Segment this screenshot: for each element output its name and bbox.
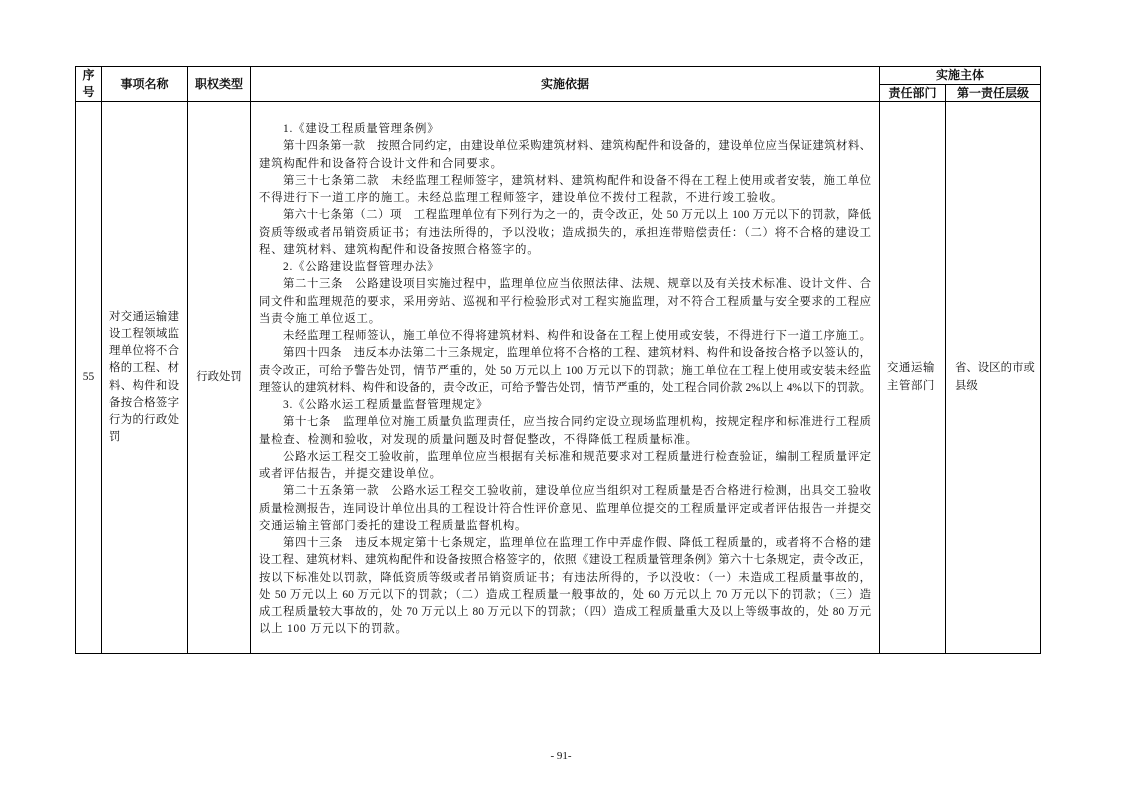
basis-line: 量检查、检测和验收，对发现的质量问题及时督促整改，不得降低工程质量标准。 (259, 433, 698, 446)
basis-line: 第二十三条 公路建设项目实施过程中，监理单位应当依照法律、法规、规章以及有关技术标准、设计文件、合 (283, 278, 871, 291)
basis-line: 成工程质量较大事故的，处 70 万元以上 80 万元以下的罚款；（四）造成工程质量重大及以上等级事故的，处 80 万元 (259, 606, 871, 618)
basis-line: 第十四条第一款 按照合同约定，由建设单位采购建筑材料、建筑构配件和设备的，建设单位应当保证建筑材料、 (283, 140, 871, 153)
basis-line: 或者评估报告，并提交建设单位。 (259, 468, 442, 480)
basis-paragraph (259, 328, 871, 345)
implementation-table (75, 66, 1041, 654)
basis-heading: 1.《建设工程质量管理条例》 (283, 123, 440, 135)
basis-paragraph (259, 414, 871, 449)
header-basis: 实施依据 (251, 67, 880, 102)
basis-line: 建筑构配件和设备符合设计文件和合同要求。 (259, 157, 503, 170)
basis-line: 第十七条 监理单位对施工质量负监理责任，应当按合同约定设立现场监理机构，按规定程序和标准进行工程质 (283, 416, 871, 429)
header-power-type: 职权类型 (188, 67, 251, 102)
header-subject: 实施主体 (880, 67, 1041, 85)
basis-line: 程、建筑材料、建筑构配件和设备按照合格签字的。 (259, 243, 540, 256)
basis-line: 当责令施工单位返工。 (259, 312, 381, 325)
basis-paragraph (259, 449, 871, 484)
basis-line: 第六十七条第（二）项 工程监理单位有下列行为之一的，责令改正，处 50 万元以上 100 万元以下的罚款，降低 (283, 209, 871, 222)
header-responsible-dept: 责任部门 (880, 84, 946, 102)
cell-index: 55 (76, 102, 102, 654)
basis-paragraph (259, 121, 871, 138)
basis-paragraph (259, 397, 871, 414)
basis-heading: 3.《公路水运工程质量监督管理规定》 (283, 399, 489, 411)
basis-line: 处 50 万元以上 60 万元以下的罚款；（二）造成工程质量一般事故的，处 60 万元以上 70 万元以下的罚款；（三）造 (259, 588, 871, 601)
basis-line: 设工程、建筑材料、建筑构配件和设备按照合格签字的，依照《建设工程质量管理条例》第六十七条规定，责令改正， (259, 554, 871, 567)
cell-basis (251, 102, 880, 654)
basis-line: 质量检测报告，连同设计单位出具的工程设计符合性评价意见、监理单位提交的工程质量评定或者评估报告一并提交 (259, 502, 871, 515)
header-index (76, 67, 102, 102)
basis-paragraph (259, 207, 871, 259)
basis-paragraph (259, 483, 871, 535)
basis-line: 不得进行下一道工序的施工。未经总监理工程师签字，建设单位不拨付工程款，不进行竣工验收。 (259, 192, 784, 204)
header-first-level: 第一责任层级 (946, 84, 1041, 102)
cell-power-type: 行政处罚 (188, 102, 251, 654)
basis-line: 按以下标准处以罚款，降低资质等级或者吊销资质证书；有违法所得的，予以没收：（一）未造成工程质量事故的， (259, 571, 871, 584)
basis-line: 第三十七条第二款 未经监理工程师签字，建筑材料、建筑构配件和设备不得在工程上使用或者安装，施工单位 (283, 174, 871, 187)
cell-responsible-dept: 交通运输主管部门 (880, 102, 946, 654)
basis-line: 同文件和监理规范的要求，采用旁站、巡视和平行检验形式对工程实施监理，对不符合工程质量与安全要求的工程应 (259, 295, 871, 308)
table-row (76, 102, 1041, 654)
basis-line: 以上 100 万元以下的罚款。 (259, 623, 408, 636)
basis-line: 责令改正，可给予警告处罚，情节严重的，处 50 万元以上 100 万元以下的罚款；施工单位在工程上使用或安装未经监 (259, 364, 871, 377)
basis-paragraph (259, 276, 871, 328)
cell-first-level: 省、设区的市或县级 (946, 102, 1041, 654)
page-number: - 91- (550, 750, 572, 762)
header-item-name: 事项名称 (102, 67, 188, 102)
basis-line: 第四十三条 违反本规定第十七条规定，监理单位在监理工作中弄虚作假、降低工程质量的，或者将不合格的建 (283, 537, 871, 549)
basis-line: 资质等级或者吊销资质证书；有违法所得的，予以没收；造成损失的，承担连带赔偿责任：（二）将不合格的建设工 (259, 226, 871, 239)
cell-item-name: 对交通运输建设工程领域监理单位将不合格的工程、材料、构件和设备按合格签字行为的行政处罚 (102, 102, 188, 654)
basis-line: 第四十四条 违反本办法第二十三条规定，监理单位将不合格的工程、建筑材料、构件和设备按合格予以签认的， (283, 347, 871, 360)
basis-paragraph (259, 345, 871, 397)
basis-line: 理签认的建筑材料、构件和设备的，责令改正，可给予警告处罚，情节严重的，处工程合同价款 2%以上 4%以下的罚款。 (259, 381, 871, 394)
header-index-label: 序号 (82, 68, 95, 99)
basis-line: 公路水运工程交工验收前，监理单位应当根据有关标准和规范要求对工程质量进行检查验证，编制工程质量评定 (283, 450, 871, 463)
header-row-top (76, 67, 1041, 85)
basis-paragraph (259, 535, 871, 639)
basis-paragraph (259, 173, 871, 208)
basis-line: 第二十五条第一款 公路水运工程交工验收前，建设单位应当组织对工程质量是否合格进行检测，出具交工验收 (283, 485, 871, 498)
basis-line: 交通运输主管部门委托的建设工程质量监督机构。 (259, 519, 528, 532)
basis-paragraph (259, 138, 871, 173)
basis-paragraph (259, 259, 871, 276)
basis-line: 未经监理工程师签认，施工单位不得将建筑材料、构件和设备在工程上使用或安装，不得进行下一道工序施工。 (283, 330, 871, 342)
basis-heading: 2.《公路建设监督管理办法》 (283, 261, 440, 273)
